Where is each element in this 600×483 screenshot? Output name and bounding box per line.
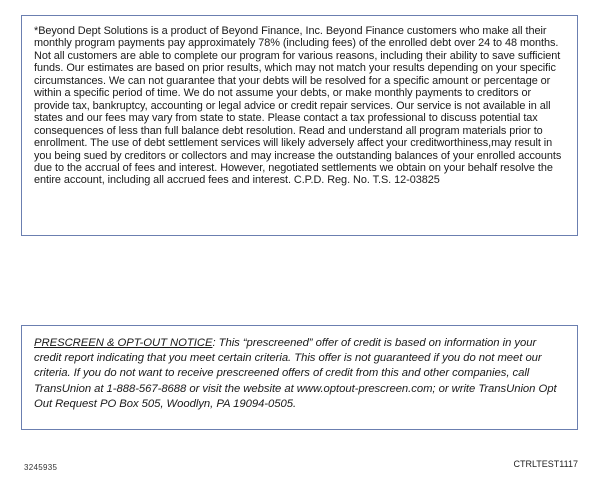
prescreen-notice-heading: PRESCREEN & OPT-OUT NOTICE <box>34 337 213 349</box>
prescreen-notice-box <box>21 325 578 430</box>
footer-left-code: 3245935 <box>24 463 58 472</box>
prescreen-notice-text <box>34 336 565 412</box>
disclaimer-text: *Beyond Dept Solutions is a product of Beyond Finance, Inc. Beyond Finance customers who make all their monthly program payments pay approximately 78% (including fees) of the enrolled debt over 24 to 48 months. Not all customers are able to complete our program for various reasons, including their ability to save sufficient funds. Our estimates are based on prior results, which may not match your results depending on your specific circumstances. We can not guarantee that your debts will be resolved for a specific amount or percentage or within a specific period of time. We do not assume your debts, or make monthly payments to creditors or provide tax, bankruptcy, accounting or legal advice or credit repair services. Our service is not available in all states and our fees may vary from state to state. Please contact a tax professional to discuss potential tax consequences of less than full balance debt resolution. Read and understand all program materials prior to enrollment. The use of debt settlement services will likely adversely affect your creditworthiness,may result in you being sued by creditors or collectors and may increase the outstanding balances of your enrolled accounts due to the accrual of fees and interest. However, negotiated settlements we obtain on your behalf resolve the entire account, including all accrued fees and interest. C.P.D. Reg. No. T.S. 12-03825 <box>34 25 562 187</box>
disclaimer-box <box>21 15 578 236</box>
prescreen-notice-body: : This “prescreened” offer of credit is based on information in your credit report indicating that you meet certain criteria. This offer is not guaranteed if you do not meet our criteria. If you do not want to receive prescreened offers of credit from this and other companies, call TransUnion at 1-888-567-8688 or visit the website at www.optout-prescreen.com; or write TransUnion Opt Out Request PO Box 505, Woodlyn, PA 19094-0505. <box>34 337 557 410</box>
footer-right-code: CTRLTEST1117 <box>513 459 578 469</box>
